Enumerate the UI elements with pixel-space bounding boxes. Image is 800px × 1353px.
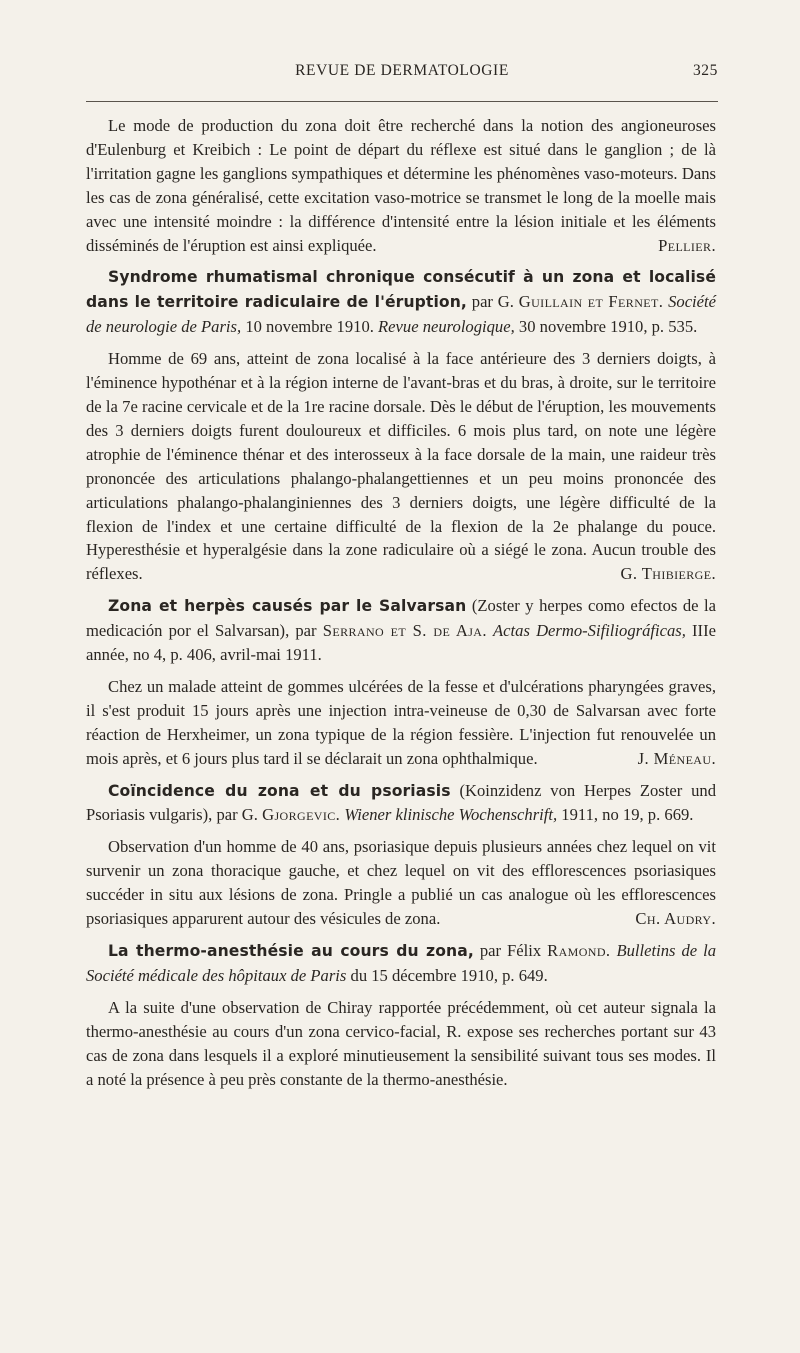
paragraph-2-text: Homme de 69 ans, atteint de zona localisé à la face antérieure des 3 derniers doigts, à l'éminence hypothénar et à la région interne de l'avant-bras et du bras, à droite, sur le territoire de la 7e racine cervicale et de la 1re racine dorsale. Dès le début de l'éruption, les mouvements des 3 derniers doigts furent douloureux et difficiles. 6 mois plus tard, on note une légère atrophie de l'éminence thénar et des interosseux à la face dorsale de la main, une raideur très prononcée des articulations phalango-phalangettiennes et un peu moins prononcée des articulations phalango-phalanginiennes des 3 derniers doigts, une légère difficulté de la flexion de l'index et une certaine difficulté de la flexion de la 2e phalange du pouce. Hyperesthésie et hyperalgésie dans la zone radiculaire où a siégé le zona. Aucun trouble des réflexes. [86,349,716,584]
paragraph-3-signature: J. Méneau. [637,748,716,768]
journal-title: REVUE DE DERMATOLOGIE [295,62,509,79]
entry-1-heading: Syndrome rhumatismal chronique consécutif à un zona et localisé dans le territoire radiculaire de l'éruption, [86,268,716,312]
page-body [86,114,716,1091]
entry-4 [86,939,716,988]
header-rule [86,101,718,102]
entry-1-ref: 30 novembre 1910, p. 535. [518,317,698,337]
entry-2-paren: (Zoster y herpes como efectos de la medicación por el Salvarsan), par [86,596,716,641]
entry-2-ref: IIIe année, no 4, p. 406, avril-mai 1911. [86,621,716,665]
running-head [86,62,718,88]
paragraph-1-signature: Pellier. [658,235,716,255]
entry-1-journal: Revue neurologique, [378,317,515,337]
entry-3-heading: Coïncidence du zona et du psoriasis [108,781,451,800]
entry-3-authors: Gjorgevic. [262,805,341,825]
paragraph-5-text: A la suite d'une observation de Chiray rapportée précédemment, où cet auteur signala la thermo-anesthésie au cours d'un zona cervico-facial, R. expose ses recherches portant sur 43 cas de zona dans lesquels il a exploré minutieusement la sensibilité suivant tous ses modes. Il a noté la présence à peu près constante de la thermo-anesthésie. [86,997,716,1089]
entry-4-authors: Ramond. [547,941,611,960]
entry-3 [86,779,716,828]
entry-1-by: par G. [471,292,514,312]
paragraph-4 [86,835,716,931]
entry-4-ref: du 15 décembre 1910, p. 649. [350,965,548,985]
entry-1 [86,265,716,339]
entry-2-authors: Serrano et S. de Aja. [322,621,487,641]
page-number: 325 [692,62,718,79]
paragraph-5 [86,996,716,1092]
entry-3-journal: Wiener klinische Wochenschrift, [344,805,558,825]
paragraph-3-text: Chez un malade atteint de gommes ulcérées de la fesse et d'ulcérations pharyngées graves, il s'est produit 15 jours après une injection intra-veineuse de 0,30 de Salvarsan avec forte réaction de Herxheimer, un zona typique de la région fessière. L'injection fut renouvelée un mois après, et 6 jours plus tard il se déclarait un zona ophthalmique. [86,676,716,768]
entry-4-journal: Bulletins de la Société médicale des hôpitaux de Paris [86,941,716,985]
entry-2-heading: Zona et herpès causés par le Salvarsan [108,597,467,616]
paragraph-3 [86,675,716,771]
paragraph-1-text: Le mode de production du zona doit être recherché dans la notion des angioneuroses d'Eulenburg et Kreibich : Le point de départ du réflexe est situé dans le ganglion ; de là l'irritation gagne les ganglions sympathiques et détermine les phénomènes vaso-moteurs. Dans les cas de zona généralisé, cette excitation vaso-motrice se transmet le long de la moelle mais avec une intensité moindre : la différence d'intensité entre la lésion initiale et les éléments disséminés de l'éruption est ainsi expliquée. [86,116,716,255]
paragraph-2 [86,347,716,586]
entry-1-source: Société de neurologie de Paris, [86,292,717,337]
entry-3-ref: 1911, no 19, p. 669. [561,805,694,825]
entry-4-heading: La thermo-anesthésie au cours du zona, [108,942,474,960]
entry-4-by: par Félix [479,941,542,960]
entry-2 [86,594,716,667]
entry-3-paren: (Koinzidenz von Herpes Zoster und Psoriasis vulgaris), par G. [86,780,716,825]
paragraph-4-text: Observation d'un homme de 40 ans, psoriasique depuis plusieurs années chez lequel on vit survenir un zona thoracique gauche, et chez lequel on vit des efflorescences psoriasiques succéder in situ aux lésions de zona. Pringle a publié un cas analogue où les efflorescences psoriasiques apparurent autour des vésicules de zona. [86,837,716,929]
entry-2-journal: Actas Dermo-Sifiliográficas, [493,621,686,641]
paragraph-4-signature: Ch. Audry. [635,909,716,929]
paragraph-1 [86,114,716,257]
entry-1-date: 10 novembre 1910. [245,317,374,337]
entry-1-authors: Guillain et Fernet. [518,292,664,312]
paragraph-2-signature: G. Thibierge. [620,564,716,584]
